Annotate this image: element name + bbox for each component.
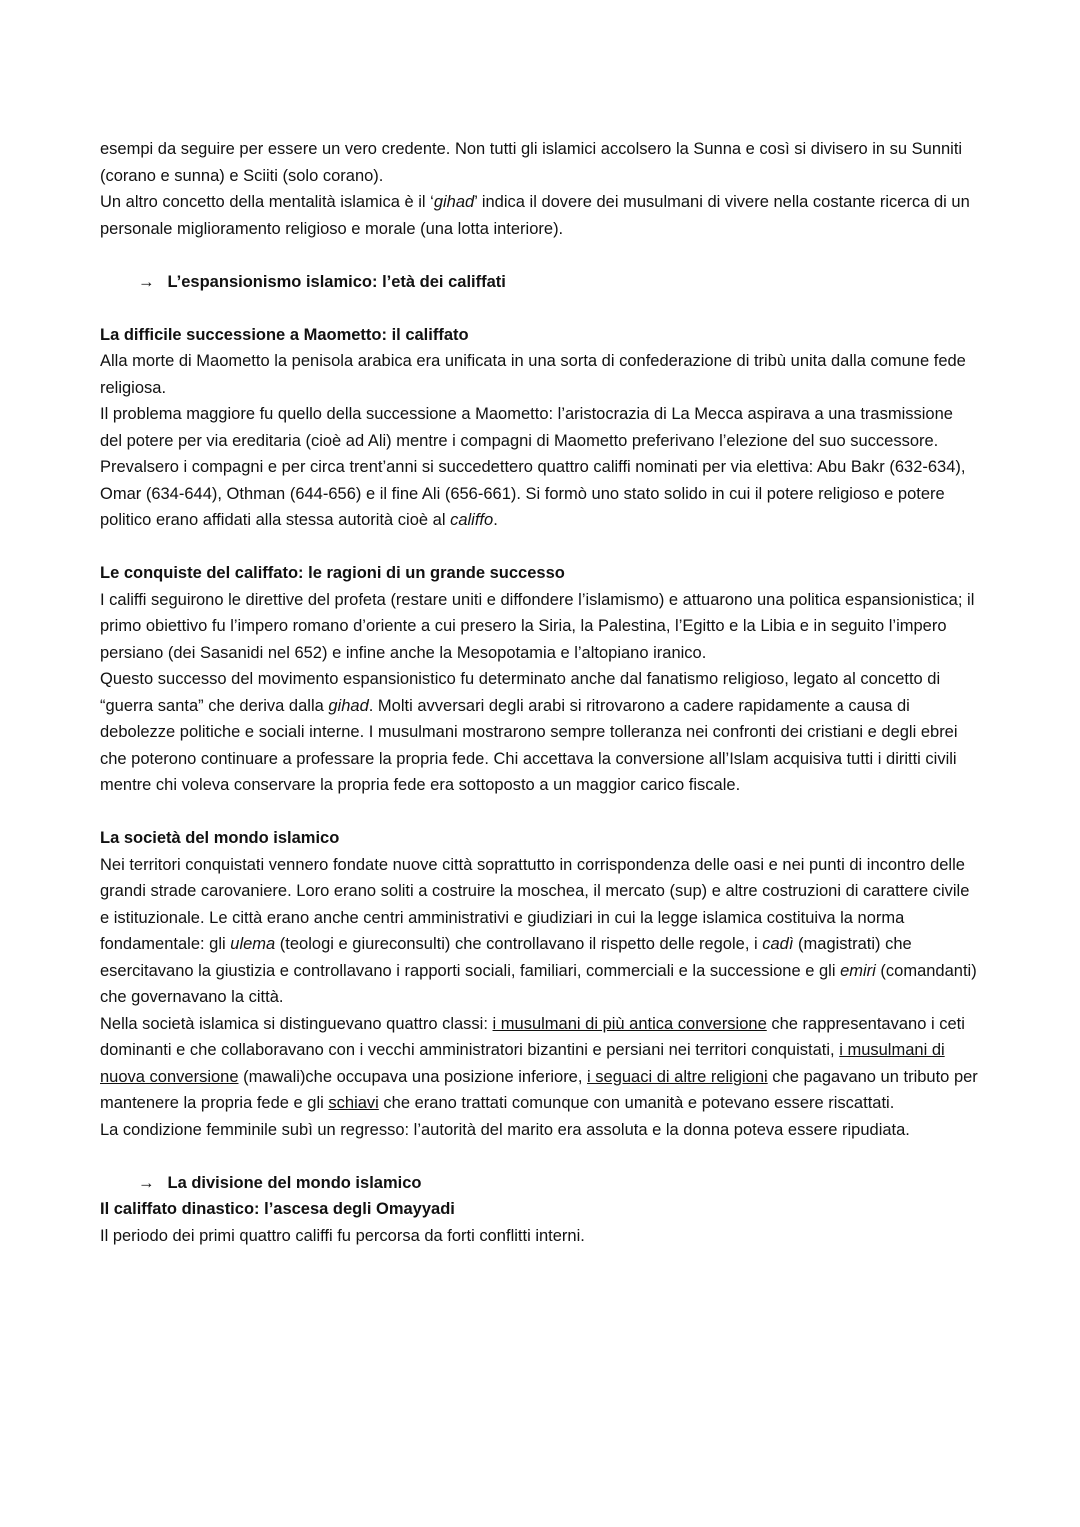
document-body bbox=[100, 136, 978, 1249]
text-run: emiri bbox=[840, 961, 876, 980]
text-run: (magistrati) che esercitavano la giustizia e controllavano i rapporti sociali, familiari, commerciali e la successione e gli bbox=[100, 935, 912, 980]
text-run: . bbox=[493, 511, 498, 529]
text-run: (comandanti) che governavano la città. bbox=[100, 961, 977, 1006]
text-run: ulema bbox=[230, 935, 276, 953]
text-run: che erano trattati comunque con umanità e potevano essere riscattati. bbox=[378, 1094, 895, 1112]
text-run: Il califfato dinastico: l’ascesa degli Omayyadi bbox=[100, 1200, 455, 1218]
text-run: che pagavano un tributo per mantenere la propria fede e gli bbox=[100, 1067, 978, 1112]
arrow-heading-espansionismo-islamico bbox=[100, 269, 978, 296]
text-run: Questo successo del movimento espansionistico fu determinato anche dal fanatismo religioso, legato al concetto di “guerra santa” che deriva dalla bbox=[100, 670, 941, 715]
arrow-icon: → bbox=[138, 272, 155, 291]
arrow-heading-divisione-mondo-islamico bbox=[100, 1170, 978, 1197]
text-run: cadì bbox=[762, 935, 794, 953]
paragraph-califfato-dinastico bbox=[100, 1223, 978, 1250]
section-heading-conquiste-califfato bbox=[100, 560, 978, 587]
text-run: La divisione del mondo islamico bbox=[167, 1173, 422, 1192]
intro-paragraph bbox=[100, 136, 978, 242]
text-run: Le conquiste del califfato: le ragioni di un grande successo bbox=[100, 564, 565, 582]
text-run: (teologi e giureconsulti) che controllavano il rispetto delle regole, i bbox=[275, 935, 763, 953]
text-run: Un altro concetto della mentalità islamica è il ‘ bbox=[100, 193, 434, 211]
text-run: gihad bbox=[433, 193, 475, 211]
text-run: L’espansionismo islamico: l’età dei califfati bbox=[167, 272, 506, 291]
paragraph-successione bbox=[100, 348, 978, 534]
text-run: La condizione femminile subì un regresso: l’autorità del marito era assoluta e la donna poteva essere ripudiata. bbox=[100, 1120, 910, 1139]
text-run: I califfi seguirono le direttive del profeta (restare uniti e diffondere l’islamismo) e attuarono una politica espansionistica; il primo obiettivo fu l’impero romano d’oriente a cui presero la Siria, la Palestina, l’Egitto e la Libia e in seguito l’impero persiano (dei Sasanidi nel 652) e infine anche la Mesopotamia e l’altopiano iranico. bbox=[100, 590, 975, 662]
text-run: schiavi bbox=[328, 1094, 379, 1112]
paragraph-societa bbox=[100, 852, 978, 1144]
section-heading-califfato-dinastico bbox=[100, 1196, 978, 1223]
text-run: i seguaci di altre religioni bbox=[587, 1067, 768, 1086]
text-run: i musulmani di nuova conversione bbox=[100, 1041, 945, 1086]
text-run: . Molti avversari degli arabi si ritrovarono a cadere rapidamente a causa di debolezze politiche e sociali interne. I musulmani mostrarono sempre tolleranza nei confronti dei cristiani e degli ebrei che poterono continuare a professare la propria fede. Chi accettava la conversione all’Islam acquisiva tutti i diritti civili mentre chi voleva conservare la propria fede era sottoposto a un maggior carico fiscale. bbox=[100, 696, 958, 794]
text-run: La difficile successione a Maometto: il califfato bbox=[100, 325, 469, 344]
text-run: ’ indica il dovere dei musulmani di vivere nella costante ricerca di un personale miglioramento religioso e morale (una lotta interiore). bbox=[100, 193, 970, 238]
section-heading-difficile-successione bbox=[100, 322, 978, 349]
text-run: Alla morte di Maometto la penisola arabica era unificata in una sorta di confederazione di tribù unita dalla comune fede religiosa. bbox=[100, 352, 966, 397]
text-run: gihad bbox=[328, 696, 369, 715]
text-run: i musulmani di più antica conversione bbox=[492, 1014, 767, 1033]
text-run: che rappresentavano i ceti dominanti e che collaboravano con i vecchi amministratori bizantini e persiani nei territori conquistati, bbox=[100, 1014, 965, 1059]
text-run: La società del mondo islamico bbox=[100, 829, 340, 847]
text-run: Il periodo dei primi quattro califfi fu percorsa da forti conflitti interni. bbox=[100, 1226, 585, 1245]
text-run: califfo bbox=[450, 511, 494, 529]
paragraph-conquiste bbox=[100, 587, 978, 799]
text-run: Il problema maggiore fu quello della successione a Maometto: l’aristocrazia di La Mecca aspirava a una trasmissione del potere per via ereditaria (cioè ad Ali) mentre i compagni di Maometto preferivano l’elezione del suo successore. Prevalsero i compagni e per circa trent’anni si succedettero quattro califfi nominati per via elettiva: Abu Bakr (632-634), Omar (634-644), Othman (644-656) e il fine Ali (656-661). Si formò uno stato solido in cui il potere religioso e potere politico erano affidati alla stessa autorità cioè al bbox=[100, 405, 966, 529]
arrow-icon: → bbox=[138, 1173, 155, 1192]
text-run: (mawali)che occupava una posizione inferiore, bbox=[238, 1067, 588, 1086]
text-run: Nella società islamica si distinguevano quattro classi: bbox=[100, 1014, 493, 1033]
section-heading-societa-mondo-islamico bbox=[100, 825, 978, 852]
text-run: esempi da seguire per essere un vero credente. Non tutti gli islamici accolsero la Sunna e così si divisero in su Sunniti (corano e sunna) e Sciiti (solo corano). bbox=[100, 140, 963, 185]
text-run: Nei territori conquistati vennero fondate nuove città soprattutto in corrispondenza delle oasi e nei punti di incontro delle grandi strade carovaniere. Loro erano soliti a costruire la moschea, il mercato (sup) e altre costruzioni di carattere civile e istituzionale. Le città erano anche centri amministrativi e giudiziari in cui la legge islamica costituiva la norma fondamentale: gli bbox=[100, 855, 970, 953]
